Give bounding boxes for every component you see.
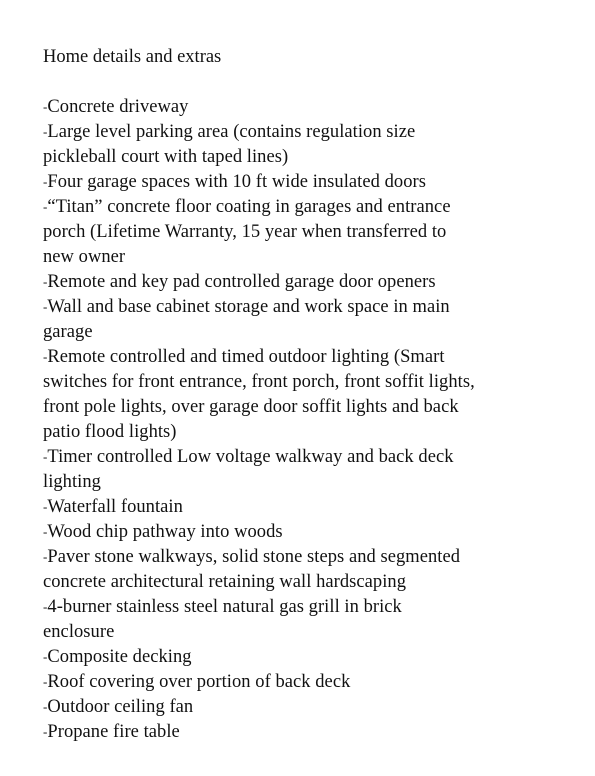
list-item-line: Large level parking area (contains regulation size — [47, 122, 416, 142]
bullet-dash: - — [43, 199, 48, 214]
bullet-dash: - — [43, 549, 48, 564]
list-item-line: Propane fire table — [47, 722, 180, 742]
list-item-line: switches for front entrance, front porch, front soffit lights, — [43, 372, 475, 392]
list-item-line: “Titan” concrete floor coating in garages and entrance — [47, 197, 451, 217]
list-item-line: concrete architectural retaining wall hardscaping — [43, 572, 407, 592]
list-item — [43, 545, 591, 595]
list-item — [43, 295, 591, 345]
list-item-line: porch (Lifetime Warranty, 15 year when transferred to — [43, 222, 447, 242]
document-body — [43, 45, 591, 745]
document-heading: Home details and extras — [43, 47, 222, 67]
list-item — [43, 520, 591, 545]
list-item-line: Timer controlled Low voltage walkway and back deck — [47, 447, 454, 467]
list-item-line: Four garage spaces with 10 ft wide insulated doors — [47, 172, 426, 192]
list-item — [43, 170, 591, 195]
bullet-dash: - — [43, 599, 48, 614]
bullet-dash: - — [43, 449, 48, 464]
bullet-dash: - — [43, 274, 48, 289]
list-item-line: Remote controlled and timed outdoor lighting (Smart — [47, 347, 445, 367]
list-item — [43, 195, 591, 270]
list-item — [43, 720, 591, 745]
list-item — [43, 270, 591, 295]
list-item-line: Composite decking — [47, 647, 192, 667]
list-item-line: Remote and key pad controlled garage door openers — [47, 272, 436, 292]
list-item-line: Paver stone walkways, solid stone steps and segmented — [47, 547, 461, 567]
list-item-line: lighting — [43, 472, 101, 492]
list-item — [43, 95, 591, 120]
list-item — [43, 695, 591, 720]
list-item — [43, 345, 591, 445]
bullet-dash: - — [43, 299, 48, 314]
list-item-line: Concrete driveway — [47, 97, 189, 117]
list-item-line: pickleball court with taped lines) — [43, 147, 289, 167]
bullet-dash: - — [43, 499, 48, 514]
list-item-line: Waterfall fountain — [47, 497, 183, 517]
list-item-line: Outdoor ceiling fan — [47, 697, 194, 717]
bullet-dash: - — [43, 524, 48, 539]
list-item-line: front pole lights, over garage door soffit lights and back — [43, 397, 459, 417]
bullet-dash: - — [43, 649, 48, 664]
bullet-dash: - — [43, 674, 48, 689]
list-item-line: 4-burner stainless steel natural gas grill in brick — [47, 597, 402, 617]
list-item — [43, 670, 591, 695]
bullet-dash: - — [43, 99, 48, 114]
list-item — [43, 645, 591, 670]
list-item — [43, 495, 591, 520]
list-item — [43, 595, 591, 645]
list-item-line: enclosure — [43, 622, 115, 642]
list-item — [43, 445, 591, 495]
list-item-line: Wall and base cabinet storage and work space in main — [47, 297, 450, 317]
details-list — [43, 95, 591, 745]
bullet-dash: - — [43, 124, 48, 139]
list-item-line: patio flood lights) — [43, 422, 177, 442]
bullet-dash: - — [43, 174, 48, 189]
bullet-dash: - — [43, 724, 48, 739]
bullet-dash: - — [43, 349, 48, 364]
list-item-line: new owner — [43, 247, 126, 267]
list-item-line: Wood chip pathway into woods — [47, 522, 283, 542]
list-item-line: garage — [43, 322, 93, 342]
list-item — [43, 120, 591, 170]
bullet-dash: - — [43, 699, 48, 714]
list-item-line: Roof covering over portion of back deck — [47, 672, 351, 692]
